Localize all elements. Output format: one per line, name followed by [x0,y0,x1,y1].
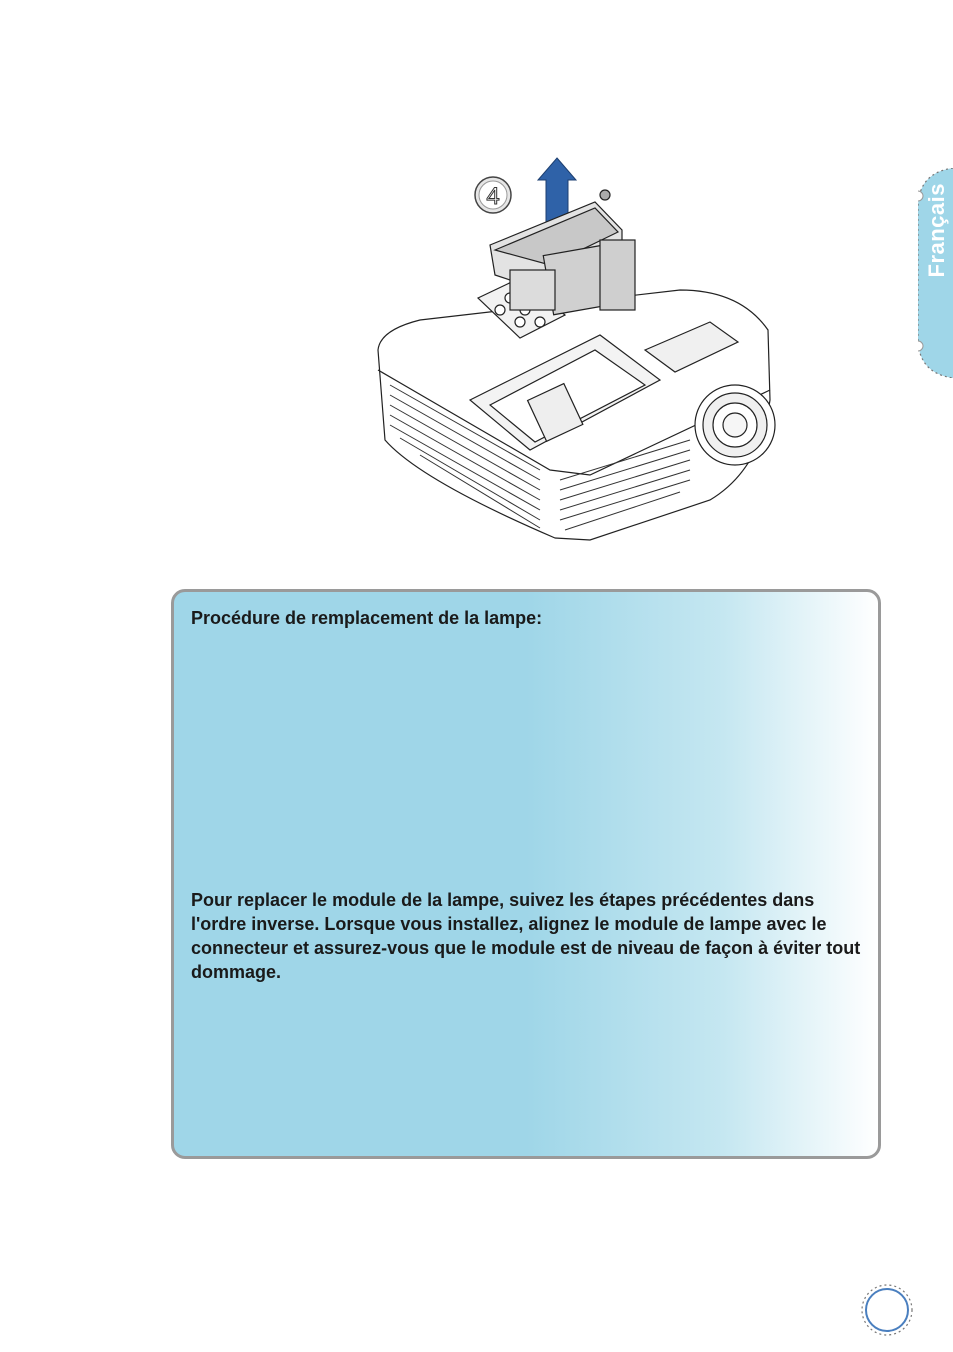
procedure-title: Procédure de remplacement de la lampe: [191,608,543,628]
step-badge [475,177,511,213]
projector-body [378,278,775,540]
page-number-badge [856,1282,922,1338]
procedure-box [171,589,881,1159]
step-number: 4 [486,183,500,210]
language-label: Français [924,183,949,278]
procedure-instructions: Pour replacer le module de la lampe, suivez les étapes précédentes dans l'ordre inverse. Lorsque vous installez, alignez le module de lampe avec le connecteur et assurez-vous que le module est de niveau de façon à éviter tout dommage. [191,890,861,982]
language-side-tab [918,168,953,378]
lamp-removal-illustration [360,150,780,545]
